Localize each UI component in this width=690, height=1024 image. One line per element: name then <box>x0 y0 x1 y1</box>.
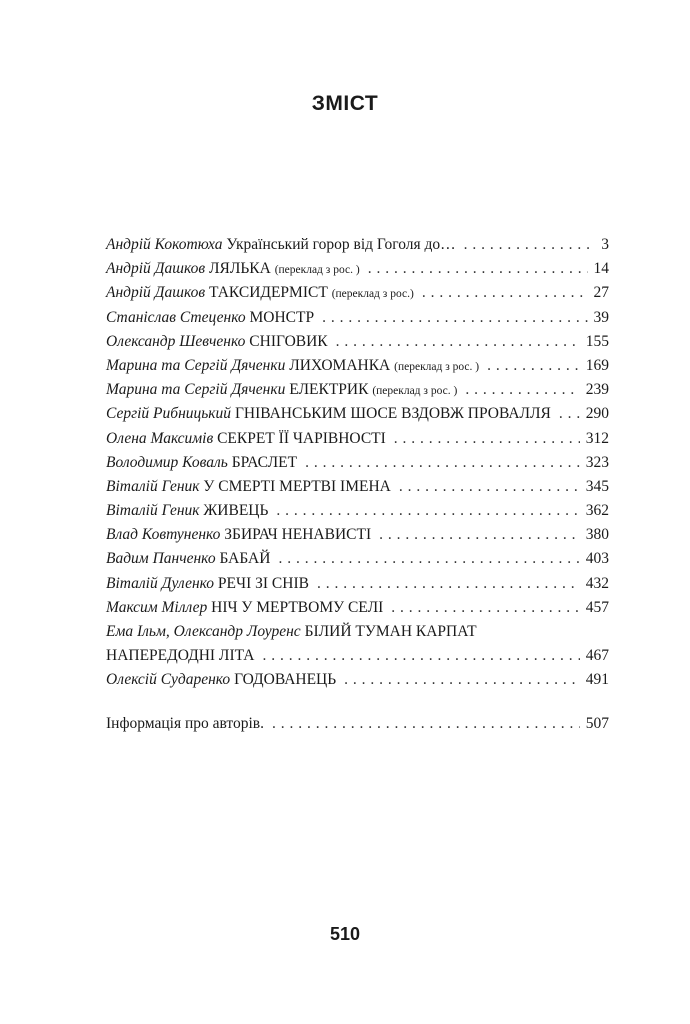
toc-appendix-title: Інформація про авторів. <box>106 714 265 732</box>
dot-leader <box>322 309 587 327</box>
toc-author: Влад Ковтуненко <box>106 526 221 544</box>
dot-leader <box>263 647 580 665</box>
toc-author: Ема Ільм, Олександр Лоуренс <box>106 623 301 640</box>
dot-leader <box>422 284 588 302</box>
toc-author: Андрій Дашков <box>106 284 206 302</box>
toc-entry-appendix[interactable] <box>106 715 609 739</box>
toc-translation-note: (переклад з рос. ) <box>394 360 480 373</box>
toc-page-number: 312 <box>585 429 609 447</box>
toc-title-line2: НАПЕРЕДОДНІ ЛІТА <box>106 647 255 665</box>
toc-title: ЛИХОМАНКА <box>289 356 391 374</box>
dot-leader <box>391 599 580 617</box>
toc-page-number: 323 <box>585 453 609 471</box>
toc-page-number: 491 <box>585 671 609 689</box>
toc-page-number: 39 <box>593 308 609 326</box>
toc-page-number: 457 <box>585 598 609 616</box>
dot-leader <box>278 550 579 568</box>
toc-title: ГОДОВАНЕЦЬ <box>234 671 337 689</box>
page-number: 510 <box>329 924 361 944</box>
toc-title: ЛЯЛЬКА <box>209 260 271 278</box>
toc-entry[interactable] <box>106 430 609 454</box>
dot-leader <box>465 381 579 399</box>
dot-leader <box>344 671 580 689</box>
toc-page-number: 155 <box>585 332 609 350</box>
toc-page-number: 345 <box>585 477 609 495</box>
toc-author: Андрій Дашков <box>106 260 206 278</box>
toc-page-number: 380 <box>585 526 609 544</box>
toc-entry[interactable] <box>106 599 609 623</box>
dot-leader <box>379 526 580 544</box>
toc-title: ТАКСИДЕРМІСТ <box>209 284 328 302</box>
toc-title: МОНСТР <box>249 308 315 326</box>
dot-leader <box>336 333 580 351</box>
toc-page-number: 14 <box>593 260 609 278</box>
toc-title: РЕЧІ ЗІ СНІВ <box>217 574 309 592</box>
toc-author: Андрій Кокотюха <box>106 236 223 253</box>
toc-author: Вадим Панченко <box>106 550 216 568</box>
dot-leader <box>487 357 580 375</box>
toc-page-number: 362 <box>585 502 609 520</box>
toc-title: СЕКРЕТ ЇЇ ЧАРІВНОСТІ <box>217 429 386 447</box>
toc-entry[interactable] <box>106 550 609 574</box>
dot-leader <box>276 502 579 520</box>
toc-entry[interactable] <box>106 405 609 429</box>
toc-entry[interactable] <box>106 333 609 357</box>
toc-translation-note: (переклад з рос.) <box>331 288 414 301</box>
toc-author: Володимир Коваль <box>106 453 228 471</box>
dot-leader <box>559 405 580 423</box>
dot-leader <box>272 715 580 733</box>
toc-page-number: 290 <box>585 405 609 423</box>
toc-title: БІЛИЙ ТУМАН КАРПАТ <box>304 623 477 640</box>
toc-entry[interactable] <box>106 502 609 526</box>
toc-translation-note: (переклад з рос. ) <box>372 385 458 398</box>
toc-author: Олександр Шевченко <box>106 332 246 350</box>
toc-title: СНІГОВИК <box>249 332 328 350</box>
toc-page-number: 432 <box>585 574 609 592</box>
toc-author: Олена Максимів <box>106 429 214 447</box>
toc-author: Станіслав Стеценко <box>106 308 246 326</box>
toc-entry[interactable] <box>106 357 609 381</box>
toc-entry[interactable] <box>106 526 609 550</box>
toc-page-number: 27 <box>593 284 609 302</box>
toc-entry[interactable] <box>106 309 609 333</box>
toc-title: БАБАЙ <box>219 550 271 568</box>
toc-entry[interactable] <box>106 454 609 478</box>
toc-page-number: 507 <box>585 714 609 732</box>
table-of-contents <box>106 236 609 739</box>
toc-title: НІЧ У МЕРТВОМУ СЕЛІ <box>211 598 384 616</box>
toc-author: Марина та Сергій Дяченки <box>106 381 286 399</box>
dot-leader <box>317 575 580 593</box>
toc-title: ЗБИРАЧ НЕНАВИСТІ <box>224 526 372 544</box>
toc-page-number: 169 <box>585 356 609 374</box>
toc-author: Сергій Рибницький <box>106 405 232 423</box>
toc-page-number: 403 <box>585 550 609 568</box>
toc-title: Український горор від Гоголя до… <box>226 236 456 253</box>
toc-title: ГНІВАНСЬКИМ ШОСЕ ВЗДОВЖ ПРОВАЛЛЯ <box>234 405 551 423</box>
dot-leader <box>305 454 580 472</box>
toc-author: Марина та Сергій Дяченки <box>106 356 286 374</box>
dot-leader <box>464 236 596 254</box>
toc-author: Максим Міллер <box>106 598 208 616</box>
toc-entry[interactable] <box>106 575 609 599</box>
toc-author: Віталій Геник <box>106 477 200 495</box>
toc-page-number: 467 <box>585 647 609 665</box>
toc-entry[interactable] <box>106 260 609 284</box>
dot-leader <box>394 430 580 448</box>
toc-title: ЖИВЕЦЬ <box>203 502 269 520</box>
toc-title: БРАСЛЕТ <box>231 453 298 471</box>
toc-entry[interactable] <box>106 284 609 308</box>
toc-title: ЕЛЕКТРИК <box>289 381 369 399</box>
toc-entry-continuation[interactable] <box>106 647 609 671</box>
toc-title: У СМЕРТІ МЕРТВІ ІМЕНА <box>203 477 391 495</box>
dot-leader <box>399 478 580 496</box>
dot-leader <box>368 260 588 278</box>
toc-author: Віталій Геник <box>106 502 200 520</box>
toc-spacer <box>106 696 609 715</box>
page-title: ЗМІСТ <box>311 92 379 115</box>
toc-author: Віталій Дуленко <box>106 574 215 592</box>
toc-entry[interactable] <box>106 381 609 405</box>
toc-entry[interactable] <box>106 478 609 502</box>
toc-translation-note: (переклад з рос. ) <box>274 264 360 277</box>
toc-entry[interactable] <box>106 671 609 695</box>
toc-entry[interactable] <box>106 623 609 647</box>
toc-author: Олексій Сударенко <box>106 671 231 689</box>
toc-page-number: 3 <box>601 236 609 253</box>
toc-page-number: 239 <box>585 381 609 399</box>
toc-entry[interactable] <box>106 236 609 260</box>
